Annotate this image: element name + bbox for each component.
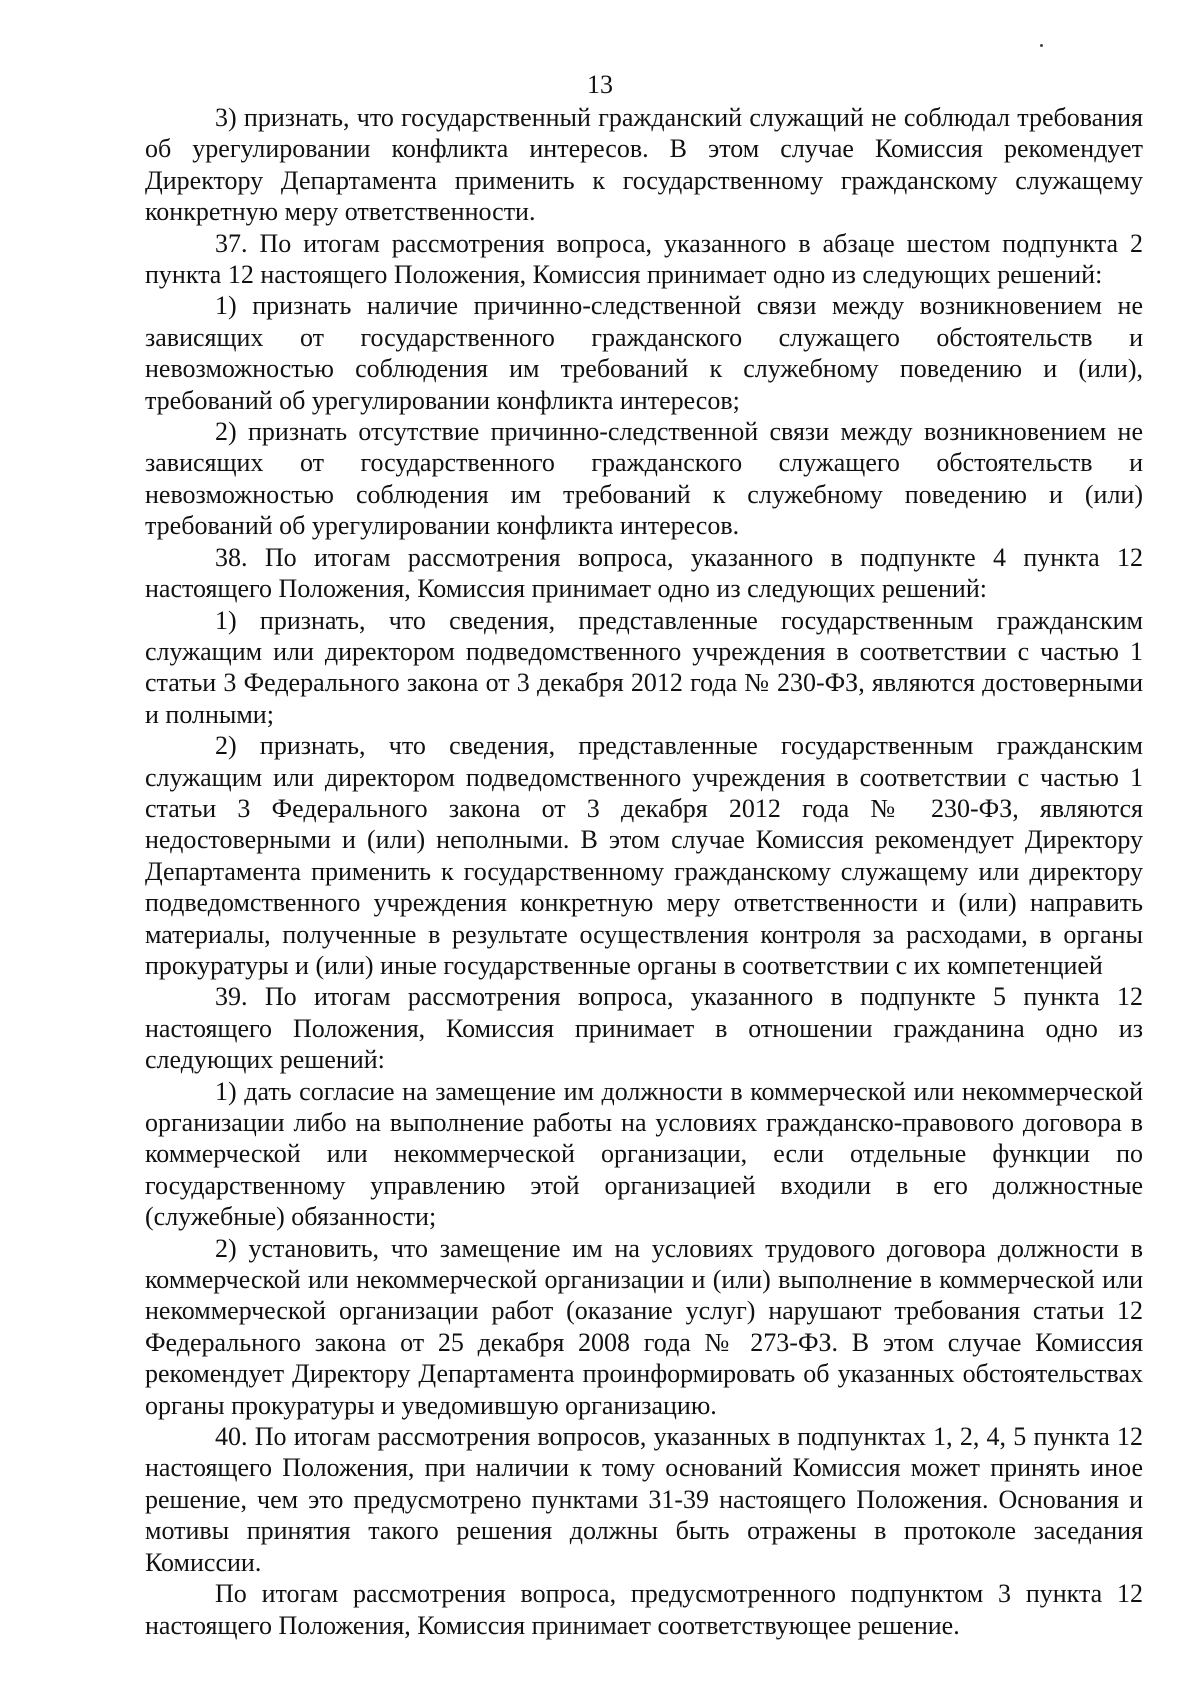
paragraph-clause-39: 39. По итогам рассмотрения вопроса, указанного в подпункте 5 пункта 12 настоящего Положения, Комиссия принимает в отношении гражданина одно из следующих решений: [145, 982, 1143, 1075]
paragraph-clause-39-item-2: 2) установить, что замещение им на условиях трудового договора должности в коммерческой или некоммерческой организации и (или) выполнение в коммерческой или некоммерческой организации работ (оказание услуг) нарушают требования статьи 12 Федерального закона от 25 декабря 2008 года № 273-ФЗ. В этом случае Комиссия рекомендует Директору Департамента проинформировать об указанных обстоятельствах органы прокуратуры и уведомившую организацию. [145, 1233, 1143, 1420]
paragraph-clause-38-item-1: 1) признать, что сведения, представленные государственным гражданским служащим или директором подведомственного учреждения в соответствии с частью 1 статьи 3 Федерального закона от 3 декабря 2012 года № 230-ФЗ, являются достоверными и полными; [145, 605, 1143, 729]
paragraph-clause-40-final: По итогам рассмотрения вопроса, предусмотренного подпунктом 3 пункта 12 настоящего Положения, Комиссия принимает соответствующее решение. [145, 1579, 1143, 1640]
paragraph-clause-37: 37. По итогам рассмотрения вопроса, указанного в абзаце шестом подпункта 2 пункта 12 настоящего Положения, Комиссия принимает одно из следующих решений: [145, 228, 1143, 290]
paragraph-clause-38: 38. По итогам рассмотрения вопроса, указанного в подпункте 4 пункта 12 настоящего Положения, Комиссия принимает одно из следующих решений: [145, 542, 1143, 604]
paragraph-clause-37-item-1: 1) признать наличие причинно-следственной связи между возникновением не зависящих от государственного гражданского служащего обстоятельств и невозможностью соблюдения им требований к служебному поведению и (или), требований об урегулировании конфликта интересов; [145, 291, 1143, 415]
page-number: 13 [587, 70, 613, 99]
paragraph-clause-38-item-2: 2) признать, что сведения, представленные государственным гражданским служащим или директором подведомственного учреждения в соответствии с частью 1 статьи 3 Федерального закона от 3 декабря 2012 года № 230-ФЗ, являются недостоверными и (или) неполными. В этом случае Комиссия рекомендует Директору Департамента применить к государственному гражданскому служащему или директору подведомственного учреждения конкретную меру ответственности и (или) направить материалы, полученные в результате осуществления контроля за расходами, в органы прокуратуры и (или) иные государственные органы в соответствии с их компетенцией [145, 731, 1143, 980]
paragraph-item-3: 3) признать, что государственный гражданский служащий не соблюдал требования об урегулировании конфликта интересов. В этом случае Комиссия рекомендует Директору Департамента применить к государственному гражданскому служащему конкретную меру ответственности. [145, 103, 1143, 227]
paragraph-clause-40: 40. По итогам рассмотрения вопросов, указанных в подпунктах 1, 2, 4, 5 пункта 12 настоящего Положения, при наличии к тому оснований Комиссия может принять иное решение, чем это предусмотрено пунктами 31-39 настоящего Положения. Основания и мотивы принятия такого решения должны быть отражены в протоколе заседания Комиссии. [145, 1422, 1143, 1577]
paragraph-clause-37-item-2: 2) признать отсутствие причинно-следственной связи между возникновением не зависящих от государственного гражданского служащего обстоятельств и невозможностью соблюдения им требований к служебному поведению и (или) требований об урегулировании конфликта интересов. [145, 417, 1143, 541]
scan-speck [1040, 44, 1043, 47]
paragraph-clause-39-item-1: 1) дать согласие на замещение им должности в коммерческой или некоммерческой организации либо на выполнение работы на условиях гражданско-правового договора в коммерческой или некоммерческой организации, если отдельные функции по государственному управлению этой организацией входили в его должностные (служебные) обязанности; [145, 1076, 1143, 1232]
document-body [145, 102, 1143, 1641]
